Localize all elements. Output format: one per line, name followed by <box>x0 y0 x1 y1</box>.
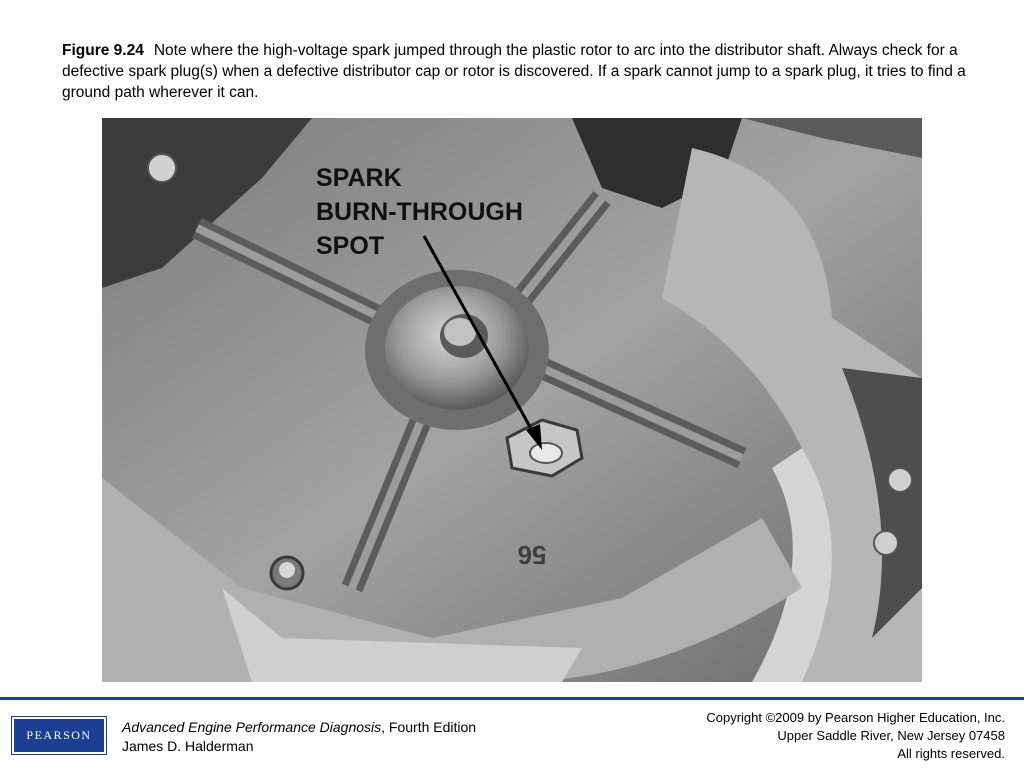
book-title: Advanced Engine Performance Diagnosis <box>122 719 382 735</box>
rotor-photo <box>102 118 922 682</box>
annotation-line-2: BURN-THROUGH <box>316 198 523 226</box>
annotation-line-1: SPARK <box>316 164 402 192</box>
copyright-line-1: Copyright ©2009 by Pearson Higher Education, Inc. <box>706 710 1005 725</box>
pearson-logo: PEARSON <box>12 717 106 754</box>
book-credit <box>122 718 476 756</box>
book-author: James D. Halderman <box>122 738 254 754</box>
figure-label: Figure 9.24 <box>62 42 144 59</box>
molded-number: 56 <box>517 540 547 570</box>
annotation-line-3: SPOT <box>316 232 385 260</box>
book-edition: , Fourth Edition <box>381 719 477 735</box>
figure-caption <box>62 40 972 103</box>
caption-text: Note where the high-voltage spark jumped through the plastic rotor to arc into the distributor shaft. Always check for a defective spark plug(s) when a defective distributor cap or rotor is discovered. If a spark cannot jump to a spark plug, it tries to find a ground path wherever it can. <box>62 42 966 101</box>
copyright-line-2: Upper Saddle River, New Jersey 07458 <box>777 728 1005 743</box>
copyright-line-3: All rights reserved. <box>897 746 1005 761</box>
rotor-illustration <box>102 118 922 682</box>
footer-divider <box>0 697 1024 700</box>
copyright-notice <box>706 709 1005 763</box>
